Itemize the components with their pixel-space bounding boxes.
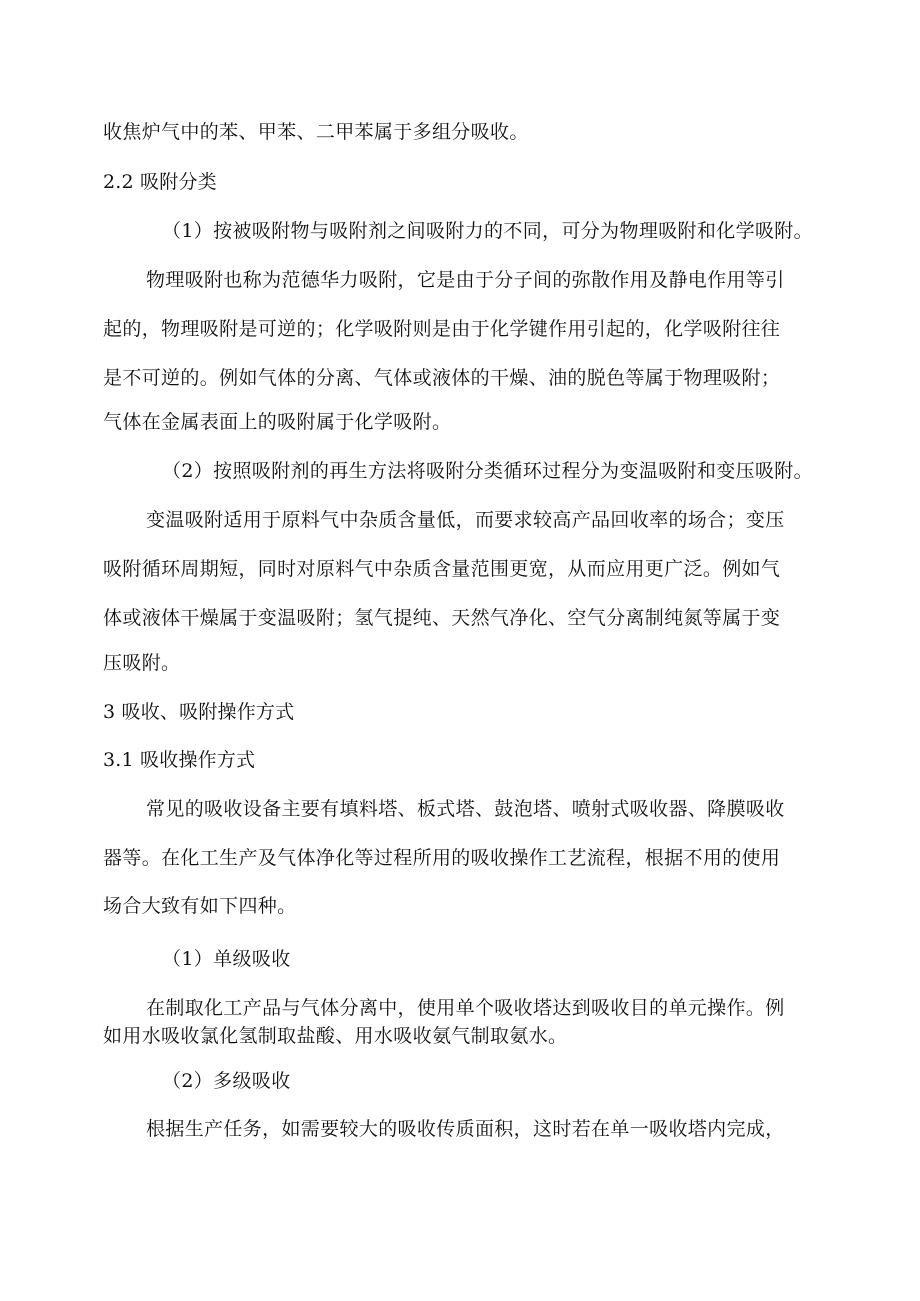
- paragraph-line: 变温吸附适用于原料气中杂质含量低，而要求较高产品回收率的场合；变压: [146, 509, 785, 531]
- section-heading-3-1: 3.1 吸收操作方式: [103, 749, 256, 771]
- paragraph-line: 常见的吸收设备主要有填料塔、板式塔、鼓泡塔、喷射式吸收器、降膜吸收: [146, 798, 785, 820]
- paragraph-line: 体或液体干燥属于变温吸附；氢气提纯、天然气净化、空气分离制纯氮等属于变: [103, 607, 781, 629]
- section-heading-3: 3 吸收、吸附操作方式: [103, 701, 295, 723]
- paragraph-line: 收焦炉气中的苯、甲苯、二甲苯属于多组分吸收。: [103, 121, 529, 143]
- paragraph-line: 场合大致有如下四种。: [103, 895, 297, 917]
- paragraph-line: 吸附循环周期短，同时对原料气中杂质含量范围更宽，从而应用更广泛。例如气: [103, 558, 781, 580]
- paragraph-line: 在制取化工产品与气体分离中，使用单个吸收塔达到吸收目的单元操作。例: [146, 997, 785, 1019]
- paragraph-line: 物理吸附也称为范德华力吸附，它是由于分子间的弥散作用及静电作用等引: [146, 269, 785, 291]
- list-item-multi-stage: （2）多级吸收: [162, 1070, 291, 1092]
- paragraph-line: 起的，物理吸附是可逆的；化学吸附则是由于化学键作用引起的，化学吸附往往: [103, 318, 781, 340]
- paragraph-line: 气体在金属表面上的吸附属于化学吸附。: [103, 411, 452, 433]
- list-item-classification-2: （2）按照吸附剂的再生方法将吸附分类循环过程分为变温吸附和变压吸附。: [162, 460, 813, 482]
- paragraph-line: 压吸附。: [103, 652, 181, 674]
- list-item-single-stage: （1）单级吸收: [162, 948, 291, 970]
- section-heading-2-2: 2.2 吸附分类: [103, 171, 217, 193]
- paragraph-line: 根据生产任务，如需要较大的吸收传质面积，这时若在单一吸收塔内完成，: [146, 1118, 785, 1140]
- list-item-classification-1: （1）按被吸附物与吸附剂之间吸附力的不同，可分为物理吸附和化学吸附。: [162, 220, 813, 242]
- paragraph-line: 器等。在化工生产及气体净化等过程所用的吸收操作工艺流程，根据不用的使用: [103, 847, 781, 869]
- paragraph-line: 如用水吸收氯化氢制取盐酸、用水吸收氨气制取氨水。: [103, 1025, 568, 1047]
- paragraph-line: 是不可逆的。例如气体的分离、气体或液体的干燥、油的脱色等属于物理吸附；: [103, 367, 781, 389]
